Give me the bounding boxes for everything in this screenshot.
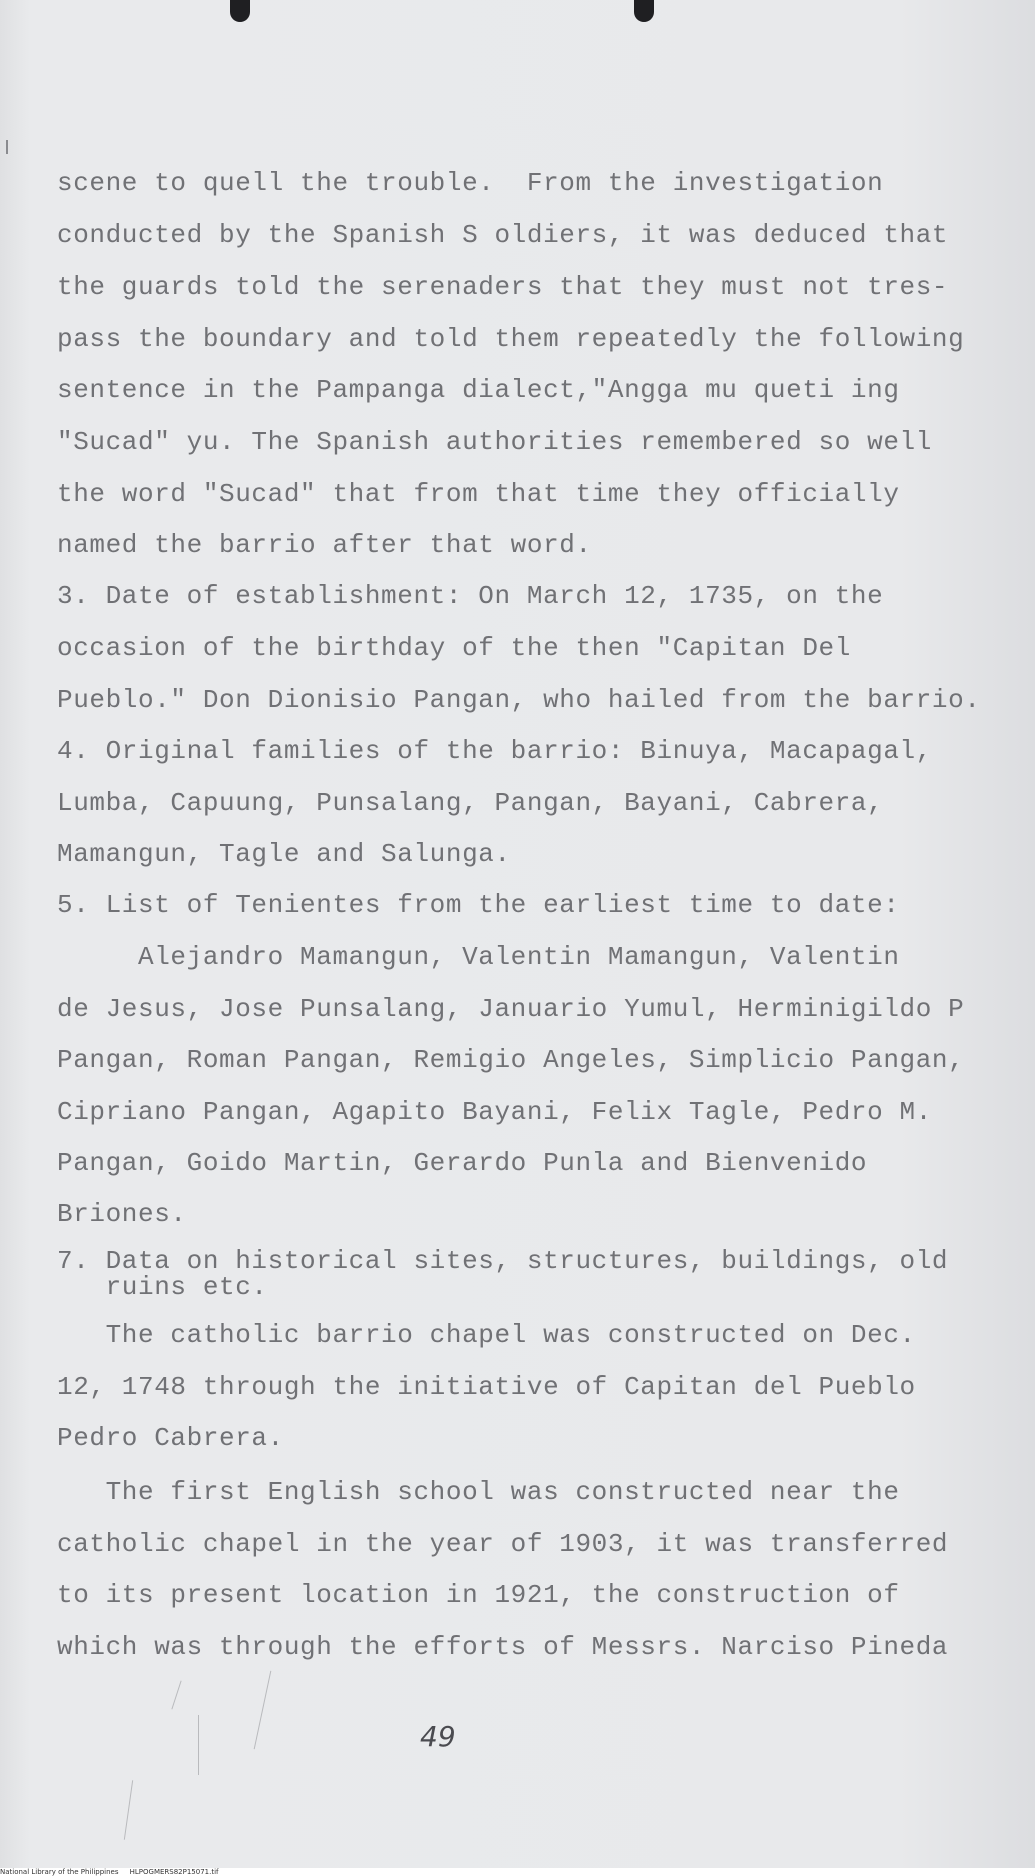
text-line: Briones.: [57, 1199, 187, 1229]
text-line: the word "Sucad" that from that time they officially: [57, 479, 900, 509]
text-line: The first English school was constructed near the: [57, 1477, 900, 1507]
text-line: catholic chapel in the year of 1903, it was transferred: [57, 1529, 949, 1559]
page-number: 49: [420, 1720, 456, 1753]
text-line: sentence in the Pampanga dialect,"Angga mu queti ing: [57, 375, 900, 405]
text-line: Cipriano Pangan, Agapito Bayani, Felix Tagle, Pedro M.: [57, 1097, 932, 1127]
text-line: conducted by the Spanish S oldiers, it was deduced that: [57, 220, 949, 250]
text-line: 4. Original families of the barrio: Binuya, Macapagal,: [57, 736, 932, 766]
text-line: 5. List of Tenientes from the earliest time to date:: [57, 890, 900, 920]
pencil-mark: [198, 1715, 199, 1775]
text-line: Pedro Cabrera.: [57, 1423, 284, 1453]
text-line: 7. Data on historical sites, structures, buildings, old: [57, 1246, 949, 1276]
text-line: de Jesus, Jose Punsalang, Januario Yumul, Herminigildo P: [57, 994, 965, 1024]
footer-caption: [0, 1868, 219, 1876]
text-line: 3. Date of establishment: On March 12, 1735, on the: [57, 581, 884, 611]
text-line: Pangan, Roman Pangan, Remigio Angeles, Simplicio Pangan,: [57, 1045, 965, 1075]
text-line: ruins etc.: [57, 1272, 268, 1302]
text-line: 12, 1748 through the initiative of Capitan del Pueblo: [57, 1372, 916, 1402]
pencil-mark: [254, 1671, 272, 1749]
pencil-mark: [124, 1780, 133, 1840]
text-line: scene to quell the trouble. From the investigation: [57, 168, 884, 198]
text-line: "Sucad" yu. The Spanish authorities remembered so well: [57, 427, 932, 457]
margin-mark: [6, 140, 8, 154]
footer-file: HLPOGMERS82P15071.tif: [129, 1868, 219, 1876]
text-line: to its present location in 1921, the construction of: [57, 1580, 900, 1610]
text-line: pass the boundary and told them repeatedly the following: [57, 324, 965, 354]
text-line: named the barrio after that word.: [57, 530, 592, 560]
text-line: the guards told the serenaders that they must not tres-: [57, 272, 949, 302]
text-line: Alejandro Mamangun, Valentin Mamangun, Valentin: [57, 942, 900, 972]
footer-library: National Library of the Philippines: [0, 1868, 119, 1876]
binder-hole-right: [634, 0, 654, 22]
text-line: Pueblo." Don Dionisio Pangan, who hailed from the barrio.: [57, 685, 981, 715]
pencil-mark: [171, 1681, 181, 1710]
text-line: Pangan, Goido Martin, Gerardo Punla and Bienvenido: [57, 1148, 868, 1178]
text-line: The catholic barrio chapel was constructed on Dec.: [57, 1320, 916, 1350]
binder-hole-left: [230, 0, 250, 22]
text-line: which was through the efforts of Messrs. Narciso Pineda: [57, 1632, 949, 1662]
text-line: Lumba, Capuung, Punsalang, Pangan, Bayani, Cabrera,: [57, 788, 884, 818]
text-line: Mamangun, Tagle and Salunga.: [57, 839, 511, 869]
text-line: occasion of the birthday of the then "Capitan Del: [57, 633, 851, 663]
